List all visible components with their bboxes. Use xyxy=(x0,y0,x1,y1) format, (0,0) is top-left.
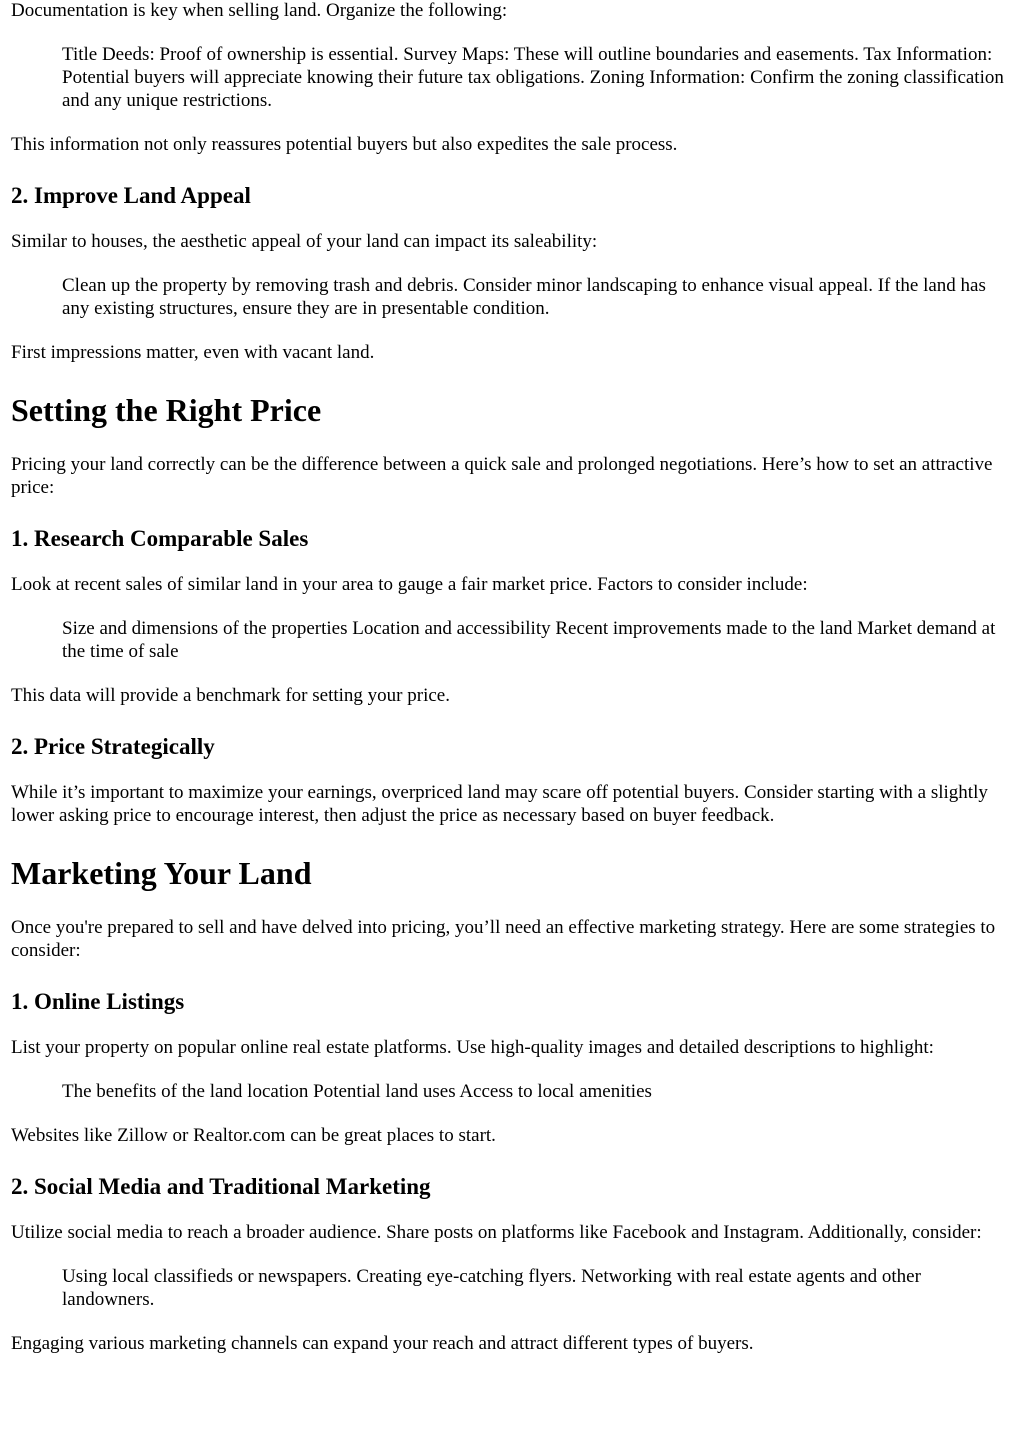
documentation-intro: Documentation is key when selling land. Organize the following: xyxy=(11,0,508,21)
improve-appeal-summary: First impressions matter, even with vacant land. xyxy=(11,342,375,363)
documentation-summary: This information not only reassures potential buyers but also expedites the sale process. xyxy=(11,134,678,155)
marketing-intro: Once you're prepared to sell and have delved into pricing, you’ll need an effective marketing strategy. Here are some strategies to consider: xyxy=(11,917,996,961)
online-listings-summary: Websites like Zillow or Realtor.com can be great places to start. xyxy=(11,1125,496,1146)
marketing-heading: Marketing Your Land xyxy=(11,855,312,891)
improve-appeal-heading: 2. Improve Land Appeal xyxy=(11,183,251,208)
improve-appeal-intro: Similar to houses, the aesthetic appeal of your land can impact its saleability: xyxy=(11,231,598,252)
price-strategically-body: While it’s important to maximize your earnings, overpriced land may scare off potential buyers. Consider starting with a slightly lower asking price to encourage interest, then adjust the price as necessary based on buyer feedback. xyxy=(11,782,988,826)
improve-appeal-list: Clean up the property by removing trash and debris. Consider minor landscaping to enhance visual appeal. If the land has any existing structures, ensure they are in presentable condition. xyxy=(62,275,986,319)
research-sales-summary: This data will provide a benchmark for setting your price. xyxy=(11,685,450,706)
documentation-list: Title Deeds: Proof of ownership is essential. Survey Maps: These will outline boundaries and easements. Tax Information: Potential buyers will appreciate knowing their future tax obligations. Zoning Information: Confirm the zoning classification and any unique restrictions. xyxy=(62,44,1004,111)
pricing-intro: Pricing your land correctly can be the difference between a quick sale and prolonged negotiations. Here’s how to set an attractive price: xyxy=(11,454,993,498)
research-sales-list: Size and dimensions of the properties Location and accessibility Recent improvements made to the land Market demand at the time of sale xyxy=(62,618,996,662)
online-listings-intro: List your property on popular online real estate platforms. Use high-quality images and detailed descriptions to highlight: xyxy=(11,1037,934,1058)
social-media-summary: Engaging various marketing channels can expand your reach and attract different types of buyers. xyxy=(11,1333,754,1354)
online-listings-list: The benefits of the land location Potential land uses Access to local amenities xyxy=(62,1081,652,1102)
pricing-heading: Setting the Right Price xyxy=(11,392,322,428)
research-sales-heading: 1. Research Comparable Sales xyxy=(11,526,309,551)
social-media-heading: 2. Social Media and Traditional Marketing xyxy=(11,1174,431,1199)
social-media-intro: Utilize social media to reach a broader audience. Share posts on platforms like Facebook and Instagram. Additionally, consider: xyxy=(11,1222,982,1243)
research-sales-intro: Look at recent sales of similar land in your area to gauge a fair market price. Factors to consider include: xyxy=(11,574,808,595)
online-listings-heading: 1. Online Listings xyxy=(11,989,185,1014)
social-media-list: Using local classifieds or newspapers. Creating eye-catching flyers. Networking with real estate agents and other landowners. xyxy=(62,1266,921,1310)
price-strategically-heading: 2. Price Strategically xyxy=(11,734,215,759)
